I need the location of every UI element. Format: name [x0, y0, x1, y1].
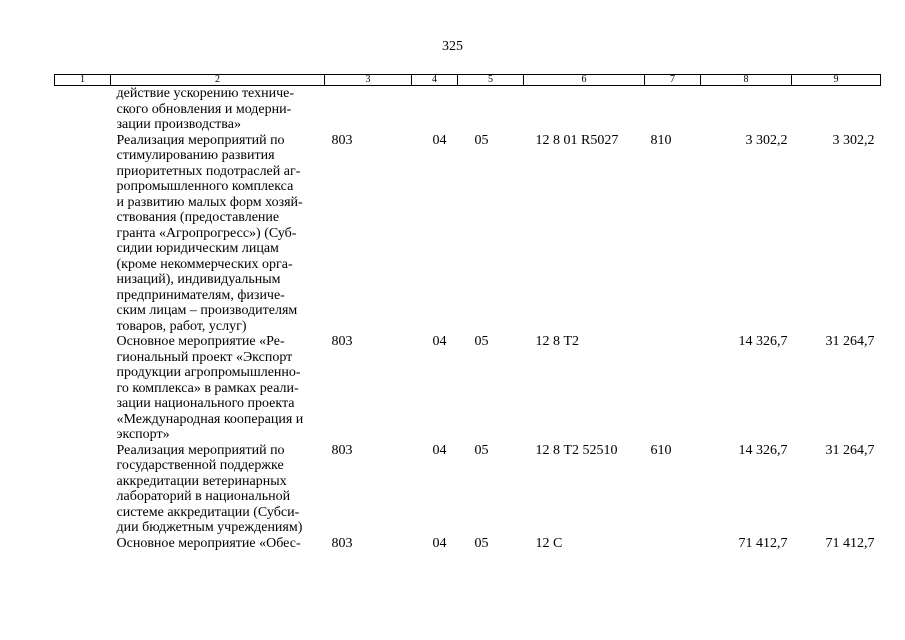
- name-line: и развитию малых форм хозяй-: [116, 194, 303, 210]
- name-line: стимулированию развития: [116, 148, 275, 163]
- cell-subsection: 05: [474, 132, 489, 148]
- cell-col1: [55, 443, 111, 536]
- column-header: 9: [792, 75, 881, 86]
- name-line: действие ускорению техниче-: [116, 86, 294, 101]
- column-number-row: [55, 75, 881, 86]
- cell-amount-1: 14 326,7: [738, 442, 788, 458]
- cell-amount-2: 31 264,7: [825, 442, 875, 458]
- cell-subsection: 05: [474, 442, 489, 458]
- cell-section: 04: [432, 535, 447, 551]
- cell-name: [111, 133, 325, 335]
- name-line: экспорт»: [116, 427, 170, 442]
- cell-ministry-code: 803: [331, 334, 353, 349]
- column-header: 3: [325, 75, 412, 86]
- cell-ministry-code: 803: [331, 132, 353, 148]
- cell-section: 04: [432, 442, 447, 458]
- name-line: сидии юридическим лицам: [116, 241, 279, 256]
- cell-amount-1: 3 302,2: [745, 132, 788, 148]
- page-number: 325: [442, 39, 463, 54]
- name-line: системе аккредитации (Субси-: [116, 504, 300, 520]
- cell-expense-type: 810: [650, 132, 672, 148]
- column-header: 6: [524, 75, 645, 86]
- name-line: Основное мероприятие «Ре-: [116, 334, 285, 349]
- name-line: го комплекса» в рамках реали-: [116, 380, 299, 396]
- cell-expense-type: 610: [650, 442, 672, 458]
- cell-ministry-code: 803: [331, 442, 353, 458]
- budget-table: [54, 74, 881, 551]
- table-row: [55, 133, 881, 335]
- cell-section: [412, 86, 458, 133]
- name-line: гранта «Агропрогресс») (Суб-: [116, 225, 297, 241]
- cell-expense-type: [645, 86, 701, 133]
- name-line: аккредитации ветеринарных: [116, 473, 287, 489]
- column-header: 7: [645, 75, 701, 86]
- name-line: Реализация мероприятий по: [116, 132, 285, 148]
- cell-subsection: [458, 86, 524, 133]
- cell-expense-type: [645, 536, 701, 552]
- cell-subsection: 05: [474, 334, 489, 349]
- cell-amount-1: [701, 86, 792, 133]
- cell-section: 04: [432, 132, 447, 148]
- cell-ministry-code: 803: [331, 535, 353, 551]
- table-row: [55, 536, 881, 552]
- name-line: ского обновления и модерни-: [116, 101, 292, 117]
- name-line: (кроме некоммерческих орга-: [116, 256, 293, 272]
- name-line: дии бюджетным учреждениям): [116, 520, 303, 535]
- cell-name: [111, 86, 325, 133]
- name-line: гиональный проект «Экспорт: [116, 349, 293, 365]
- cell-target-article: 12 8 01 R5027: [535, 132, 619, 148]
- table-row: [55, 86, 881, 133]
- name-line: государственной поддержке: [116, 458, 284, 473]
- cell-col1: [55, 334, 111, 443]
- column-header: 5: [458, 75, 524, 86]
- name-line: низаций), индивидуальным: [116, 272, 281, 287]
- name-line: приоритетных подотраслей аг-: [116, 163, 301, 179]
- name-line: ствования (предоставление: [116, 210, 280, 225]
- name-line: товаров, работ, услуг): [116, 318, 247, 334]
- cell-amount-2: [792, 86, 881, 133]
- name-line: ропромышленного комплекса: [116, 179, 294, 194]
- cell-amount-2: 31 264,7: [825, 334, 875, 349]
- name-line: «Международная кооперация и: [116, 411, 304, 427]
- cell-target-article: 12 С: [535, 535, 563, 551]
- name-line: Основное мероприятие «Обес-: [116, 535, 301, 551]
- cell-name: [111, 536, 325, 552]
- column-header: 2: [111, 75, 325, 86]
- name-line: лабораторий в национальной: [116, 489, 291, 504]
- cell-col1: [55, 86, 111, 133]
- name-line: продукции агропромышленно-: [116, 365, 301, 380]
- name-line: зации производства»: [116, 117, 241, 132]
- cell-amount-1: 71 412,7: [738, 535, 788, 551]
- cell-ministry-code: [325, 86, 412, 133]
- table-row: [55, 334, 881, 443]
- cell-col1: [55, 133, 111, 335]
- cell-amount-2: 3 302,2: [832, 132, 875, 148]
- cell-subsection: 05: [474, 535, 489, 551]
- cell-amount-1: 14 326,7: [738, 334, 788, 349]
- cell-col1: [55, 536, 111, 552]
- cell-section: 04: [432, 334, 447, 349]
- table-row: [55, 443, 881, 536]
- cell-name: [111, 334, 325, 443]
- name-line: Реализация мероприятий по: [116, 442, 285, 458]
- cell-target-article: 12 8 Т2: [535, 334, 580, 349]
- name-line: зации национального проекта: [116, 396, 295, 411]
- name-line: предпринимателям, физиче-: [116, 287, 285, 303]
- column-header: 4: [412, 75, 458, 86]
- column-header: 8: [701, 75, 792, 86]
- cell-name: [111, 443, 325, 536]
- name-line: ским лицам – производителям: [116, 303, 298, 318]
- cell-expense-type: [645, 334, 701, 443]
- cell-target-article: [524, 86, 645, 133]
- cell-target-article: 12 8 Т2 52510: [535, 442, 618, 458]
- cell-amount-2: 71 412,7: [825, 535, 875, 551]
- column-header: 1: [55, 75, 111, 86]
